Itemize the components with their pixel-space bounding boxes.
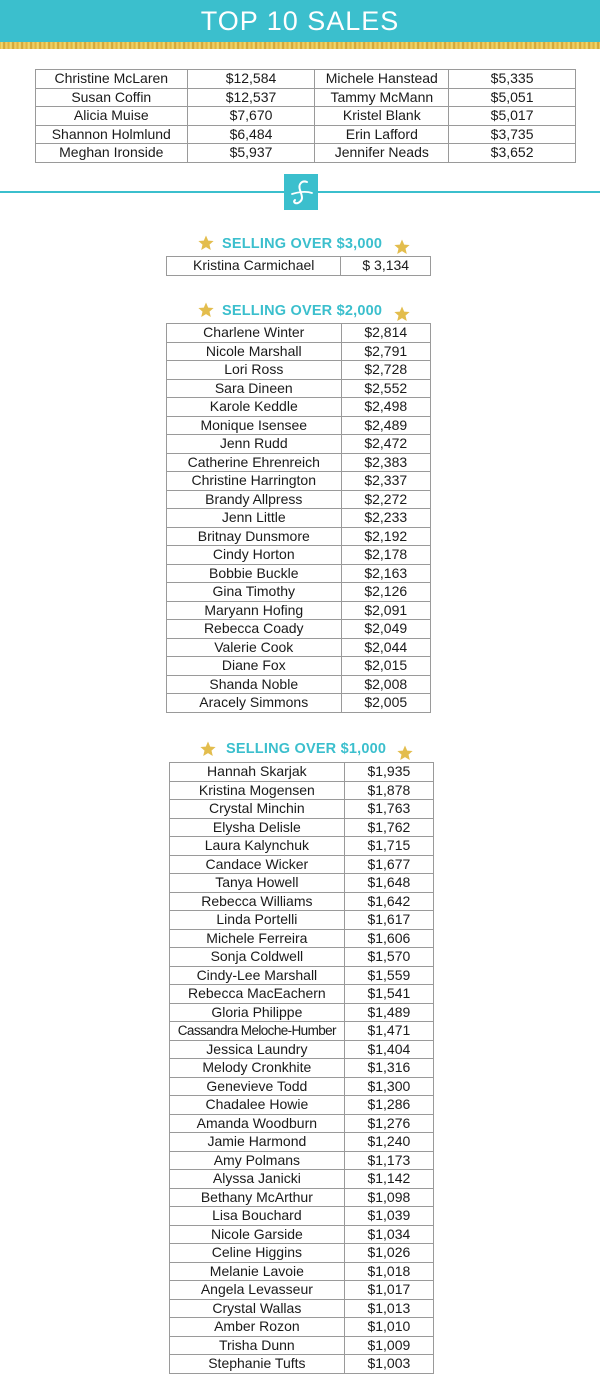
page-title: TOP 10 SALES [200, 6, 400, 36]
sales-amount: $1,003 [344, 1355, 433, 1374]
table-row [167, 361, 431, 380]
table-row [170, 1262, 434, 1281]
sales-amount: $1,648 [344, 874, 433, 893]
seller-name: Diane Fox [167, 657, 342, 676]
seller-name: Linda Portelli [170, 911, 345, 930]
divider-line-left [0, 191, 284, 193]
sales-amount: $12,537 [187, 88, 315, 107]
seller-name: Kristel Blank [315, 107, 449, 126]
star-icon [394, 306, 410, 322]
seller-name: Brandy Allpress [167, 490, 342, 509]
sales-amount: $2,814 [341, 324, 430, 343]
sales-amount: $1,018 [344, 1262, 433, 1281]
seller-name: Rebecca Williams [170, 892, 345, 911]
sales-amount: $1,762 [344, 818, 433, 837]
sales-amount: $2,091 [341, 601, 430, 620]
sales-amount: $2,163 [341, 564, 430, 583]
seller-name: Kristina Mogensen [170, 781, 345, 800]
seller-name: Jamie Harmond [170, 1133, 345, 1152]
table-row [170, 1318, 434, 1337]
table-row [167, 490, 431, 509]
sales-amount: $3,652 [449, 144, 576, 163]
table-row [170, 1188, 434, 1207]
sales-amount: $5,051 [449, 88, 576, 107]
sales-amount: $1,404 [344, 1040, 433, 1059]
seller-name: Bobbie Buckle [167, 564, 342, 583]
table-row [167, 379, 431, 398]
sales-amount: $5,335 [449, 70, 576, 89]
table-row [170, 929, 434, 948]
seller-name: Christine McLaren [36, 70, 188, 89]
seller-name: Shannon Holmlund [36, 125, 188, 144]
sales-amount: $2,049 [341, 620, 430, 639]
seller-name: Sonja Coldwell [170, 948, 345, 967]
seller-name: Genevieve Todd [170, 1077, 345, 1096]
over-2000-table [166, 323, 431, 713]
sales-amount: $1,009 [344, 1336, 433, 1355]
table-row [170, 1281, 434, 1300]
table-row [170, 1077, 434, 1096]
seller-name: Michele Ferreira [170, 929, 345, 948]
seller-name: Tanya Howell [170, 874, 345, 893]
table-row [36, 70, 576, 89]
table-row [167, 601, 431, 620]
table-row [170, 985, 434, 1004]
section-title-over-1000: SELLING OVER $1,000 [226, 741, 387, 757]
table-row [170, 911, 434, 930]
sales-amount: $1,316 [344, 1059, 433, 1078]
table-row [170, 818, 434, 837]
sales-amount: $1,276 [344, 1114, 433, 1133]
star-icon [397, 745, 413, 761]
seller-name: Rebecca Coady [167, 620, 342, 639]
table-row [167, 546, 431, 565]
star-icon [198, 302, 214, 318]
sales-amount: $1,034 [344, 1225, 433, 1244]
table-row [36, 107, 576, 126]
table-row [170, 1225, 434, 1244]
table-row [167, 620, 431, 639]
table-row [170, 1133, 434, 1152]
table-row [167, 398, 431, 417]
over-1000-table [169, 762, 434, 1374]
sales-amount: $1,026 [344, 1244, 433, 1263]
table-row [167, 324, 431, 343]
section-title-over-2000: SELLING OVER $2,000 [222, 303, 383, 319]
sales-amount: $5,017 [449, 107, 576, 126]
sales-amount: $1,039 [344, 1207, 433, 1226]
sales-amount: $1,173 [344, 1151, 433, 1170]
table-row [167, 657, 431, 676]
sales-amount: $1,935 [344, 763, 433, 782]
seller-name: Gina Timothy [167, 583, 342, 602]
sales-amount: $1,240 [344, 1133, 433, 1152]
table-row [170, 1336, 434, 1355]
seller-name: Monique Isensee [167, 416, 342, 435]
sales-amount: $1,617 [344, 911, 433, 930]
table-row [170, 1022, 434, 1041]
sales-amount: $2,272 [341, 490, 430, 509]
seller-name: Karole Keddle [167, 398, 342, 417]
sales-amount: $1,286 [344, 1096, 433, 1115]
table-row [167, 453, 431, 472]
sales-amount: $2,498 [341, 398, 430, 417]
seller-name: Charlene Winter [167, 324, 342, 343]
sales-amount: $2,728 [341, 361, 430, 380]
seller-name: Gloria Philippe [170, 1003, 345, 1022]
seller-name: Celine Higgins [170, 1244, 345, 1263]
seller-name: Rebecca MacEachern [170, 985, 345, 1004]
sales-amount: $1,642 [344, 892, 433, 911]
sales-amount: $2,192 [341, 527, 430, 546]
seller-name: Nicole Marshall [167, 342, 342, 361]
section-title-over-3000: SELLING OVER $3,000 [222, 236, 383, 252]
table-row [170, 763, 434, 782]
seller-name: Lisa Bouchard [170, 1207, 345, 1226]
sales-amount: $2,489 [341, 416, 430, 435]
sales-amount: $2,383 [341, 453, 430, 472]
table-row [170, 892, 434, 911]
seller-name: Cindy Horton [167, 546, 342, 565]
seller-name: Melody Cronkhite [170, 1059, 345, 1078]
table-row [167, 435, 431, 454]
sales-amount: $1,570 [344, 948, 433, 967]
sales-amount: $1,013 [344, 1299, 433, 1318]
table-row [167, 694, 431, 713]
sales-amount: $1,010 [344, 1318, 433, 1337]
star-icon [200, 741, 216, 757]
seller-name: Amy Polmans [170, 1151, 345, 1170]
table-row [167, 638, 431, 657]
table-row [170, 1244, 434, 1263]
sales-amount: $1,763 [344, 800, 433, 819]
seller-name: Jennifer Neads [315, 144, 449, 163]
table-row [36, 88, 576, 107]
seller-name: Angela Levasseur [170, 1281, 345, 1300]
seller-name: Laura Kalynchuk [170, 837, 345, 856]
over-3000-table [166, 256, 431, 276]
sales-amount: $1,471 [344, 1022, 433, 1041]
table-row [170, 1170, 434, 1189]
seller-name: Chadalee Howie [170, 1096, 345, 1115]
table-row [36, 144, 576, 163]
table-row [167, 472, 431, 491]
sales-amount: $2,044 [341, 638, 430, 657]
sales-amount: $1,300 [344, 1077, 433, 1096]
seller-name: Tammy McMann [315, 88, 449, 107]
table-row [167, 675, 431, 694]
sales-amount: $1,541 [344, 985, 433, 1004]
seller-name: Jenn Little [167, 509, 342, 528]
sales-amount: $ 3,134 [341, 257, 431, 276]
table-row [170, 1096, 434, 1115]
header-banner [0, 0, 600, 42]
seller-name: Catherine Ehrenreich [167, 453, 342, 472]
seller-name: Nicole Garside [170, 1225, 345, 1244]
sales-amount: $2,552 [341, 379, 430, 398]
seller-name: Kristina Carmichael [167, 257, 341, 276]
gold-glitter-strip [0, 42, 600, 49]
seller-name: Cindy-Lee Marshall [170, 966, 345, 985]
sales-amount: $1,715 [344, 837, 433, 856]
sales-amount: $1,606 [344, 929, 433, 948]
sales-amount: $2,472 [341, 435, 430, 454]
sales-amount: $2,791 [341, 342, 430, 361]
divider-line-right [318, 191, 600, 193]
seller-name: Erin Lafford [315, 125, 449, 144]
seller-name: Shanda Noble [167, 675, 342, 694]
table-row [170, 1114, 434, 1133]
table-row [167, 416, 431, 435]
table-row [170, 1299, 434, 1318]
seller-name: Crystal Minchin [170, 800, 345, 819]
seller-name: Amber Rozon [170, 1318, 345, 1337]
seller-name: Christine Harrington [167, 472, 342, 491]
table-row [167, 257, 431, 276]
seller-name: Valerie Cook [167, 638, 342, 657]
seller-name: Amanda Woodburn [170, 1114, 345, 1133]
table-row [170, 966, 434, 985]
table-row [170, 948, 434, 967]
sales-amount: $12,584 [187, 70, 315, 89]
seller-name: Jessica Laundry [170, 1040, 345, 1059]
sales-amount: $6,484 [187, 125, 315, 144]
sales-amount: $1,878 [344, 781, 433, 800]
table-row [170, 800, 434, 819]
seller-name: Jenn Rudd [167, 435, 342, 454]
sales-amount: $1,017 [344, 1281, 433, 1300]
seller-name: Hannah Skarjak [170, 763, 345, 782]
table-row [36, 125, 576, 144]
sales-amount: $2,337 [341, 472, 430, 491]
sales-amount: $1,559 [344, 966, 433, 985]
seller-name: Elysha Delisle [170, 818, 345, 837]
sales-amount: $2,178 [341, 546, 430, 565]
seller-name: Melanie Lavoie [170, 1262, 345, 1281]
table-row [170, 855, 434, 874]
table-row [167, 583, 431, 602]
seller-name: Susan Coffin [36, 88, 188, 107]
seller-name: Stephanie Tufts [170, 1355, 345, 1374]
table-row [170, 1151, 434, 1170]
table-row [167, 564, 431, 583]
sales-amount: $2,233 [341, 509, 430, 528]
top-sales-table [35, 69, 576, 163]
seller-name: Bethany McArthur [170, 1188, 345, 1207]
sales-amount: $7,670 [187, 107, 315, 126]
star-icon [198, 235, 214, 251]
seller-name: Alicia Muise [36, 107, 188, 126]
table-row [170, 1003, 434, 1022]
table-row [170, 874, 434, 893]
seller-name: Trisha Dunn [170, 1336, 345, 1355]
sales-amount: $2,008 [341, 675, 430, 694]
table-row [170, 1355, 434, 1374]
script-f-logo-icon [284, 174, 318, 210]
table-row [170, 1040, 434, 1059]
table-row [170, 837, 434, 856]
sales-amount: $2,015 [341, 657, 430, 676]
seller-name: Meghan Ironside [36, 144, 188, 163]
seller-name: Candace Wicker [170, 855, 345, 874]
seller-name: Crystal Wallas [170, 1299, 345, 1318]
table-row [167, 342, 431, 361]
table-row [167, 509, 431, 528]
sales-amount: $1,489 [344, 1003, 433, 1022]
seller-name: Michele Hanstead [315, 70, 449, 89]
seller-name: Alyssa Janicki [170, 1170, 345, 1189]
sales-amount: $1,677 [344, 855, 433, 874]
table-row [170, 781, 434, 800]
table-row [170, 1059, 434, 1078]
seller-name: Britnay Dunsmore [167, 527, 342, 546]
seller-name: Sara Dineen [167, 379, 342, 398]
star-icon [394, 239, 410, 255]
sales-amount: $2,126 [341, 583, 430, 602]
sales-amount: $1,098 [344, 1188, 433, 1207]
seller-name: Aracely Simmons [167, 694, 342, 713]
seller-name: Cassandra Meloche-Humber [170, 1022, 345, 1041]
sales-amount: $2,005 [341, 694, 430, 713]
table-row [170, 1207, 434, 1226]
table-row [167, 527, 431, 546]
seller-name: Maryann Hofing [167, 601, 342, 620]
sales-amount: $5,937 [187, 144, 315, 163]
sales-amount: $3,735 [449, 125, 576, 144]
seller-name: Lori Ross [167, 361, 342, 380]
sales-amount: $1,142 [344, 1170, 433, 1189]
